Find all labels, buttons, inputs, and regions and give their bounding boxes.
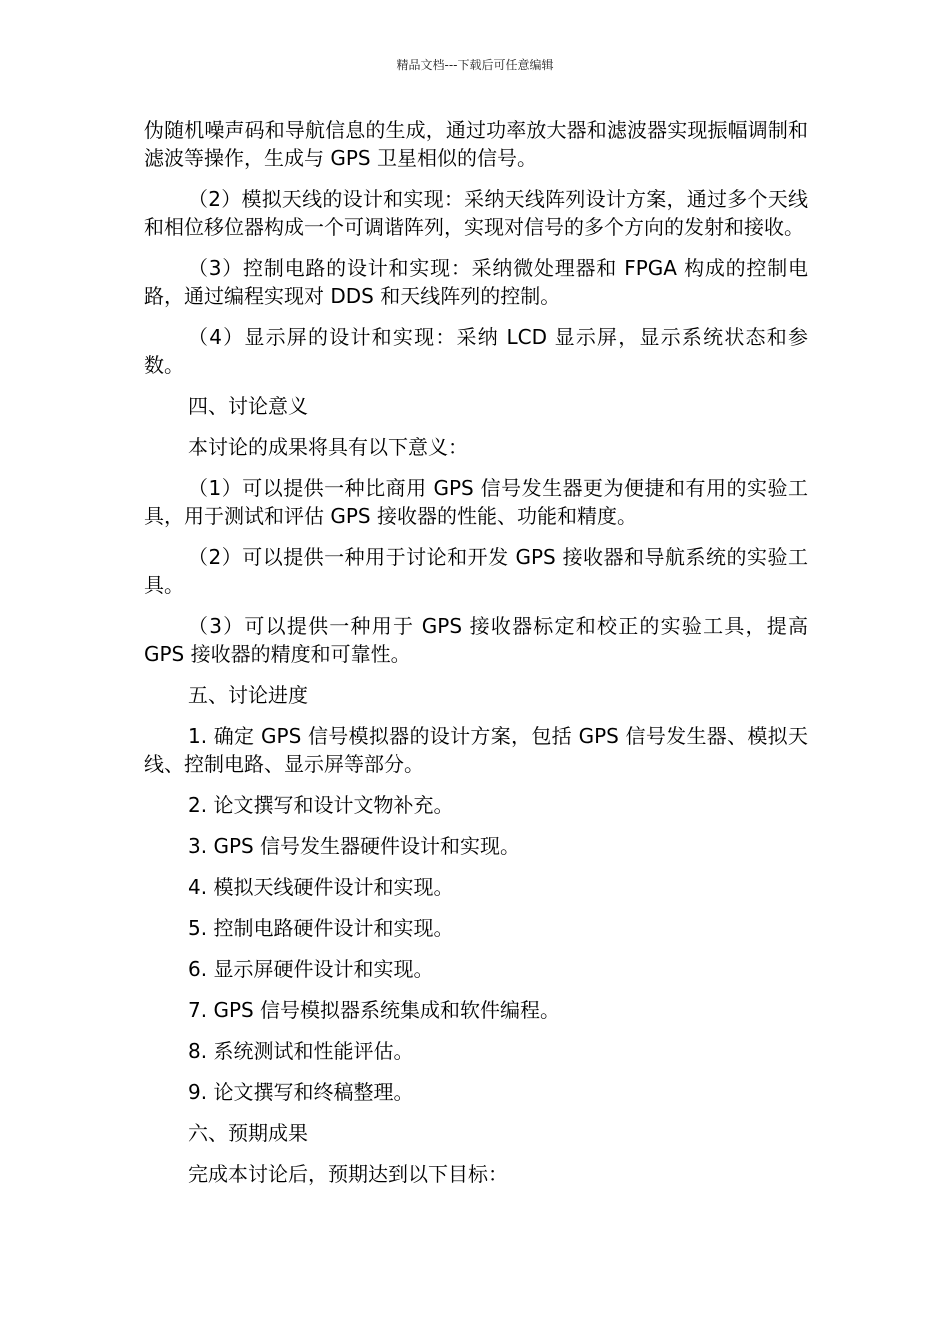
paragraph-significance-1: （1）可以提供一种比商用 GPS 信号发生器更为便捷和有用的实验工具，用于测试和评估 GPS 接收器的性能、功能和精度。 (144, 476, 808, 528)
progress-item-4: 4. 模拟天线硬件设计和实现。 (188, 875, 454, 899)
paragraph-display-design: （4）显示屏的设计和实现：采纳 LCD 显示屏，显示系统状态和参数。 (144, 325, 808, 377)
paragraph-signal-generation-cont: 伪随机噪声码和导航信息的生成，通过功率放大器和滤波器实现振幅调制和滤波等操作，生成与 GPS 卫星相似的信号。 (144, 118, 808, 170)
progress-item-3: 3. GPS 信号发生器硬件设计和实现。 (188, 834, 521, 858)
section-heading-progress: 五、讨论进度 (188, 683, 308, 707)
progress-item-9: 9. 论文撰写和终稿整理。 (188, 1080, 414, 1104)
paragraph-significance-3: （3）可以提供一种用于 GPS 接收器标定和校正的实验工具，提高 GPS 接收器的精度和可靠性。 (144, 614, 808, 666)
document-body (144, 116, 808, 1201)
paragraph-antenna-design: （2）模拟天线的设计和实现：采纳天线阵列设计方案，通过多个天线和相位移位器构成一个可调谐阵列，实现对信号的多个方向的发射和接收。 (144, 187, 808, 239)
paragraph-expected-intro: 完成本讨论后，预期达到以下目标： (188, 1162, 508, 1186)
progress-item-8: 8. 系统测试和性能评估。 (188, 1039, 414, 1063)
paragraph-control-circuit: （3）控制电路的设计和实现：采纳微处理器和 FPGA 构成的控制电路，通过编程实现对 DDS 和天线阵列的控制。 (144, 256, 808, 308)
section-heading-significance: 四、讨论意义 (188, 394, 308, 418)
progress-item-1: 1. 确定 GPS 信号模拟器的设计方案，包括 GPS 信号发生器、模拟天线、控制电路、显示屏等部分。 (144, 724, 808, 776)
paragraph-significance-intro: 本讨论的成果将具有以下意义： (188, 435, 468, 459)
progress-item-7: 7. GPS 信号模拟器系统集成和软件编程。 (188, 998, 561, 1022)
progress-item-6: 6. 显示屏硬件设计和实现。 (188, 957, 434, 981)
section-heading-expected-results: 六、预期成果 (188, 1121, 308, 1145)
progress-item-5: 5. 控制电路硬件设计和实现。 (188, 916, 454, 940)
paragraph-significance-2: （2）可以提供一种用于讨论和开发 GPS 接收器和导航系统的实验工具。 (144, 545, 808, 597)
page-header: 精品文档---下载后可任意编辑 (396, 58, 554, 72)
progress-item-2: 2. 论文撰写和设计文物补充。 (188, 793, 454, 817)
